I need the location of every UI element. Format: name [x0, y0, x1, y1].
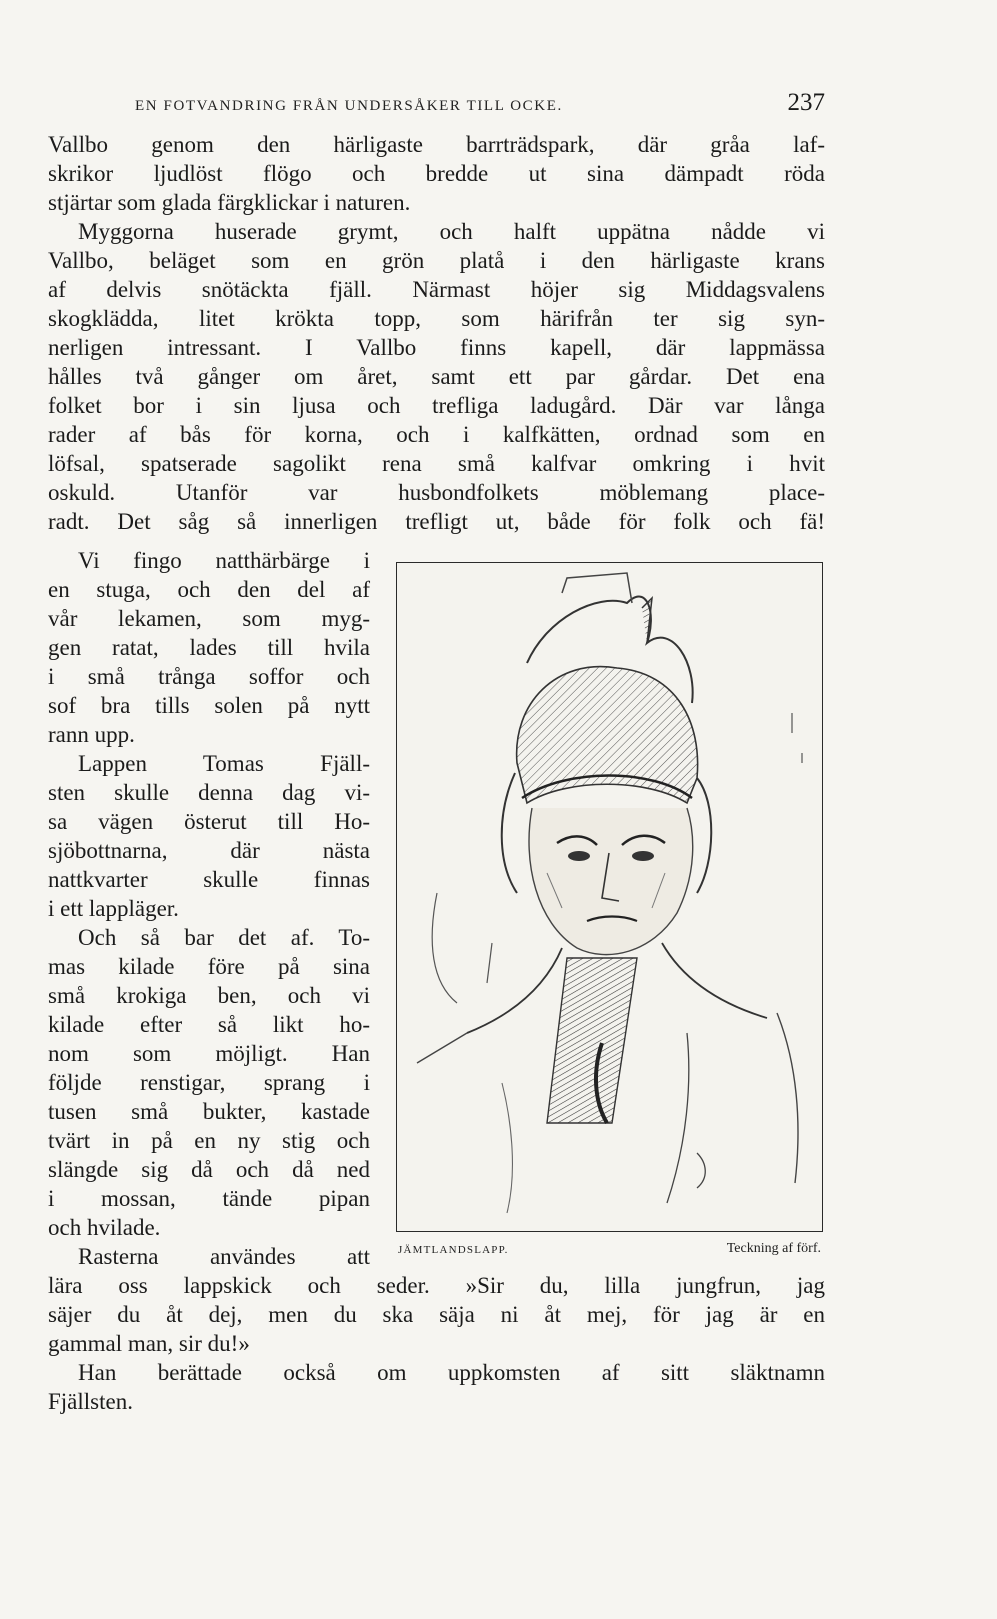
column-line: slängde sig då och då ned [48, 1157, 370, 1182]
column-line: Rasterna användes att [78, 1244, 370, 1269]
text-line: löfsal, spatserade sagolikt rena små kalfvar omkring i hvit [48, 451, 825, 476]
column-line: nom som möjligt. Han [48, 1041, 370, 1066]
column-line: tvärt in på en ny stig och [48, 1128, 370, 1153]
text-line: af delvis snötäckta fjäll. Närmast höjer sig Middagsvalens [48, 277, 825, 302]
column-line: sa vägen österut till Ho- [48, 809, 370, 834]
text-line: nerligen intressant. I Vallbo finns kapell, där lappmässa [48, 335, 825, 360]
text-line: säjer du åt dej, men du ska säja ni åt mej, för jag är en [48, 1302, 825, 1327]
running-head: EN FOTVANDRING FRÅN UNDERSÅKER TILL OCKE. [135, 98, 563, 114]
text-line: Vallbo genom den härligaste barrträdspark, där gråa laf- [48, 132, 825, 157]
column-line: tusen små bukter, kastade [48, 1099, 370, 1124]
page-number: 237 [787, 89, 825, 116]
text-line: oskuld. Utanför var husbondfolkets möblemang place- [48, 480, 825, 505]
column-line: i mossan, tände pipan [48, 1186, 370, 1211]
figure-caption: JÄMTLANDSLAPP. [398, 1244, 509, 1256]
column-line: i små trånga soffor och [48, 664, 370, 689]
text-line: skrikor ljudlöst flögo och bredde ut sina dämpadt röda [48, 161, 825, 186]
column-line: gen ratat, lades till hvila [48, 635, 370, 660]
column-line: rann upp. [48, 722, 135, 747]
column-line: och hvilade. [48, 1215, 161, 1240]
text-line: lära oss lappskick och seder. »Sir du, lilla jungfrun, jag [48, 1273, 825, 1298]
portrait-illustration [396, 562, 823, 1232]
text-line: Myggorna huserade grymt, och halft uppätna nådde vi [78, 219, 825, 244]
text-line: Vallbo, beläget som en grön platå i den härligaste krans [48, 248, 825, 273]
text-line: Han berättade också om uppkomsten af sitt släktnamn [78, 1360, 825, 1385]
column-line: Vi fingo natthärbärge i [78, 548, 370, 573]
column-line: följde renstigar, sprang i [48, 1070, 370, 1095]
text-line: stjärtar som glada färgklickar i naturen. [48, 190, 411, 215]
figure-credit: Teckning af förf. [726, 1241, 821, 1256]
column-line: Lappen Tomas Fjäll- [78, 751, 370, 776]
text-line: hålles två gånger om året, samt ett par gårdar. Det ena [48, 364, 825, 389]
column-line: små krokiga ben, och vi [48, 983, 370, 1008]
text-line: gammal man, sir du!» [48, 1331, 250, 1356]
column-line: nattkvarter skulle finnas [48, 867, 370, 892]
column-line: i ett lappläger. [48, 896, 179, 921]
page-header [135, 89, 825, 123]
column-line: en stuga, och den del af [48, 577, 370, 602]
column-line: sten skulle denna dag vi- [48, 780, 370, 805]
text-line: radt. Det såg så innerligen trefligt ut, både för folk och fä! [48, 509, 825, 534]
column-line: kilade efter så likt ho- [48, 1012, 370, 1037]
column-line: sjöbottnarna, där nästa [48, 838, 370, 863]
text-line: skogklädda, litet krökta topp, som härifrån ter sig syn- [48, 306, 825, 331]
text-line: rader af bås för korna, och i kalfkätten, ordnad som en [48, 422, 825, 447]
column-line: vår lekamen, som myg- [48, 606, 370, 631]
column-line: mas kilade före på sina [48, 954, 370, 979]
sketch-drawing [397, 563, 822, 1231]
column-line: Och så bar det af. To- [78, 925, 370, 950]
text-line: folket bor i sin ljusa och trefliga ladugård. Där var långa [48, 393, 825, 418]
text-line: Fjällsten. [48, 1389, 133, 1414]
column-line: sof bra tills solen på nytt [48, 693, 370, 718]
